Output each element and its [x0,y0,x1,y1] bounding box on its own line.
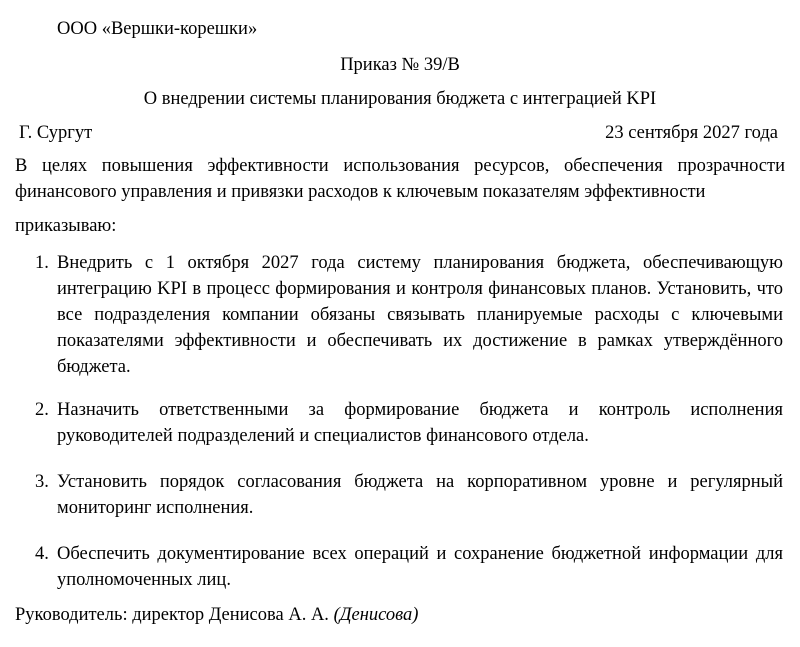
order-date: 23 сентября 2027 года [605,123,778,143]
order-item-number: 1. [35,253,49,273]
order-item-text: Установить порядок согласования бюджета на корпоративном уровне и регулярный мониторинг исполнения. [57,472,783,518]
order-item-number: 2. [35,400,49,420]
handwritten-signature: (Денисова) [333,605,419,625]
signature-line [15,604,418,626]
order-item-text: Внедрить с 1 октября 2027 года систему планирования бюджета, обеспечивающую интеграцию KPI в процесс формирования и контроля финансовых планов. Установить, что все подразделения компании обязаны связывать планируемые расходы с ключевыми показателями эффективности и обеспечивать их достижение в рамках утверждённого бюджета. [57,253,783,377]
order-item-text: Обеспечить документирование всех операций и сохранение бюджетной информации для уполномоченных лиц. [57,544,783,590]
order-item-number: 3. [35,472,49,492]
signatory: Руководитель: директор Денисова А. А. [15,605,329,625]
order-city: Г. Сургут [19,123,93,143]
preamble-paragraph: В целях повышения эффективности использования ресурсов, обеспечения прозрачности финансового управления и привязки расходов к ключевым показателям эффективности [15,156,785,202]
order-item-4 [35,541,783,593]
order-subject: О внедрении системы планирования бюджета с интеграцией KPI [143,89,657,109]
order-item-number: 4. [35,544,49,564]
organization-name: ООО «Вершки-корешки» [57,19,258,39]
order-item-2 [35,397,783,449]
order-item-1 [35,250,783,380]
order-number: Приказ № 39/В [340,55,460,75]
order-item-text: Назначить ответственными за формирование бюджета и контроль исполнения руководителей подразделений и специалистов финансового отдела. [57,400,783,446]
order-word: приказываю: [15,216,117,236]
order-item-3 [35,469,783,521]
